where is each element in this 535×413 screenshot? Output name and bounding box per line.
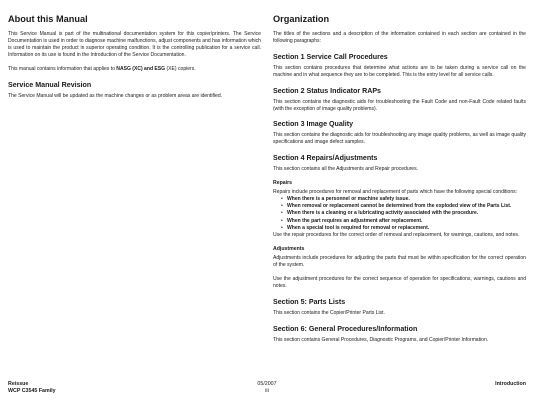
adjustments-paragraph-1: Adjustments include procedures for adjusting the parts that must be within specification for the correct operation of the system. (273, 254, 526, 268)
list-item: • When removal or replacement cannot be determined from the exploded view of the Parts List. (287, 203, 526, 210)
organization-heading: Organization (273, 14, 330, 24)
repairs-paragraph-2: Use the repair procedures for the correct order of removal and replacement, for warnings, cautions, and notes. (273, 232, 520, 239)
section-6-heading: Section 6: General Procedures/Information (273, 324, 418, 333)
about-paragraph-1: This Service Manual is part of the multinational documentation system for this copier/printers. The Service Documentation is used in order to diagnose machine malfunctions, adjust components and has information which is used to maintain the product in superior operating condition. It is the controlling publication for a service call. Information on its use is found in the Introduction of the Service Documentation. (8, 31, 261, 58)
list-item: • When the part requires an adjustment after replacement. (287, 218, 526, 225)
about-heading: About this Manual (8, 14, 88, 24)
section-6 (273, 325, 526, 344)
section-3-heading: Section 3 Image Quality (273, 120, 354, 129)
list-item: • When there is a personnel or machine safety issue. (287, 196, 526, 203)
section-4-paragraph: This section contains all the Adjustments and Repair procedures. (273, 166, 419, 173)
section-2-heading: Section 2 Status Indicator RAPs (273, 86, 382, 95)
section-5 (273, 298, 526, 317)
section-4-heading: Section 4 Repairs/Adjustments (273, 154, 378, 163)
repairs-heading: Repairs (273, 180, 293, 187)
section-3-paragraph: This section contains the diagnostic aids for troubleshooting any image quality problems, as well as image quality specifications and image defect samples. (273, 132, 526, 146)
footer-reissue: Reissue (8, 381, 29, 387)
adjustments-heading: Adjustments (273, 245, 305, 252)
about-section (8, 14, 261, 73)
right-column (273, 14, 526, 351)
section-1 (273, 53, 526, 79)
section-5-paragraph: This section contains the Copier/Printer Parts List. (273, 309, 385, 316)
about-p2-post: (XE) copiers. (165, 65, 196, 72)
section-2-paragraph: This section contains the diagnostic aids for troubleshooting the Fault Code and non-Fault Code related faults (with the exception of image quality problems). (273, 98, 526, 112)
revision-section (8, 81, 261, 100)
footer-right (495, 381, 526, 388)
repairs-paragraph-1: Repairs include procedures for removal and replacement of parts which have the following special conditions: (273, 189, 518, 196)
footer-date: 05/2007 (257, 381, 277, 387)
revision-paragraph: The Service Manual will be updated as the machine changes or as problem areas are identified. (8, 92, 223, 99)
list-item: • When there is a cleaning or a lubricating activity associated with the procedure. (287, 210, 526, 217)
footer-left (8, 381, 56, 395)
footer-chapter: Introduction (495, 381, 526, 387)
section-2 (273, 87, 526, 113)
section-1-paragraph: This section contains procedures that determine what actions are to be taken during a service call on the machine and in what sequence they are to be completed. This is the entry level for all service calls. (273, 64, 526, 78)
organization-paragraph: The titles of the sections and a description of the information contained in each section are contained in the following paragraphs: (273, 31, 526, 44)
section-3 (273, 120, 526, 146)
section-5-heading: Section 5: Parts Lists (273, 297, 346, 306)
left-column (8, 14, 261, 107)
about-p2-pre: This manual contains information that applies to (8, 65, 117, 72)
footer-center (250, 381, 284, 395)
footer-product-family: WCP C3545 Family (8, 388, 56, 394)
revision-heading: Service Manual Revision (8, 80, 92, 89)
adjustments-paragraph-2: Use the adjustment procedures for the correct sequence of operation for specifications, warnings, cautions and notes. (273, 275, 526, 289)
organization-section (273, 14, 526, 45)
section-6-paragraph: This section contains General Procedures, Diagnostic Programs, and Copier/Printer Information. (273, 336, 489, 343)
repairs-conditions-list (273, 196, 526, 232)
section-1-heading: Section 1 Service Call Procedures (273, 52, 388, 61)
list-item: • When a special tool is required for removal or replacement. (287, 225, 526, 232)
about-p2-bold: NASG (XC) and ESG (116, 65, 166, 72)
footer-page-number: iii (265, 388, 269, 394)
section-4 (273, 154, 526, 289)
about-paragraph-2 (8, 66, 261, 73)
